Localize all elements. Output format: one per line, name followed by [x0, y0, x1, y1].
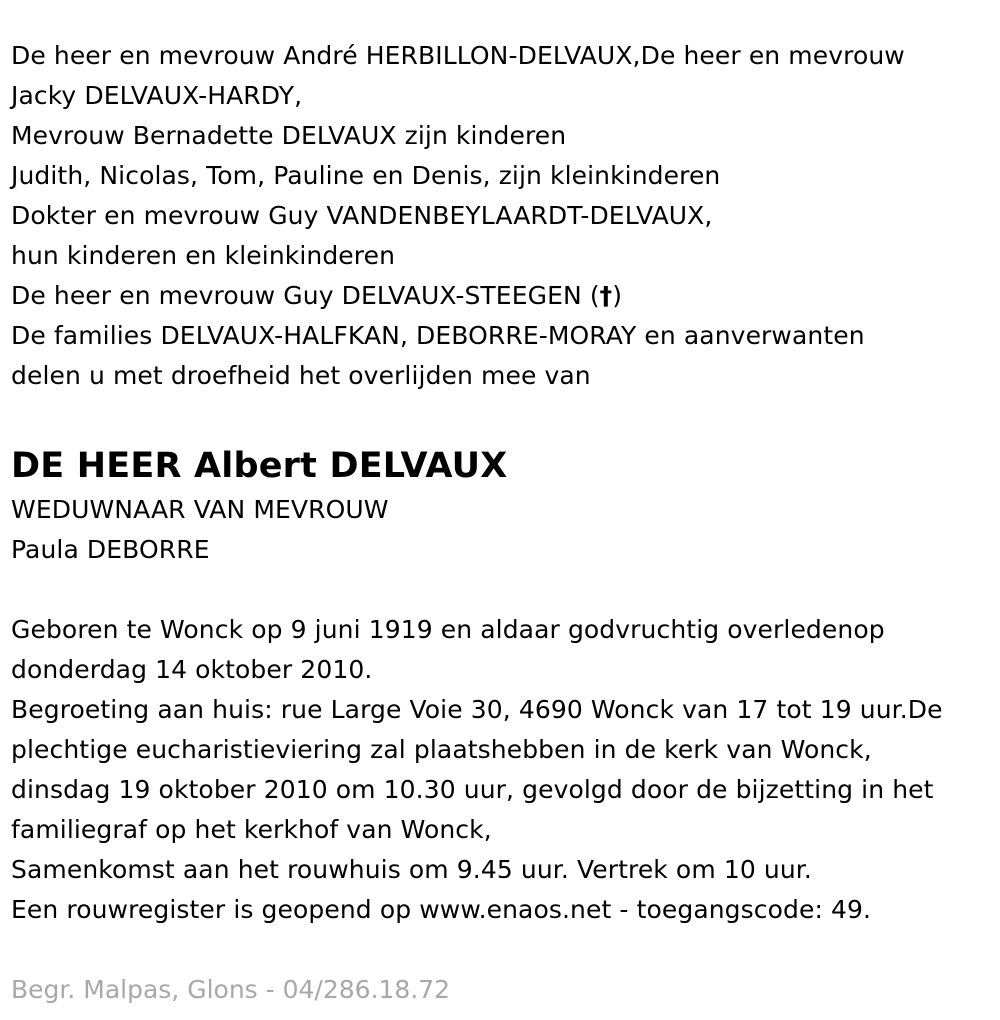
details-line: plechtige eucharistieviering zal plaatshebben in de kerk van Wonck, — [11, 735, 872, 764]
intro-line: delen u met droefheid het overlijden mee van — [11, 361, 591, 390]
cross-icon: † — [599, 281, 613, 310]
details-line: Samenkomst aan het rouwhuis om 9.45 uur. Vertrek om 10 uur. — [11, 855, 812, 884]
details-line: dinsdag 19 oktober 2010 om 10.30 uur, gevolgd door de bijzetting in het — [11, 775, 934, 804]
intro-line: Dokter en mevrouw Guy VANDENBEYLAARDT-DELVAUX, — [11, 201, 713, 230]
announcers-block — [11, 36, 1000, 396]
intro-line: De families DELVAUX-HALFKAN, DEBORRE-MORAY en aanverwanten — [11, 321, 865, 350]
intro-line: Jacky DELVAUX-HARDY, — [11, 81, 303, 110]
intro-line-with-cross — [11, 276, 1000, 316]
intro-line: hun kinderen en kleinkinderen — [11, 241, 396, 270]
funeral-home-footer: Begr. Malpas, Glons - 04/286.18.72 — [11, 975, 451, 1004]
details-block — [11, 610, 1000, 930]
details-line: Geboren te Wonck op 9 juni 1919 en aldaar godvruchtig overledenop — [11, 615, 885, 644]
details-line: Begroeting aan huis: rue Large Voie 30, 4690 Wonck van 17 tot 19 uur.De — [11, 695, 943, 724]
spacer — [11, 570, 1000, 610]
intro-line: Mevrouw Bernadette DELVAUX zijn kinderen — [11, 121, 567, 150]
widow-line: WEDUWNAAR VAN MEVROUW — [11, 495, 389, 524]
deceased-name: DE HEER Albert DELVAUX — [11, 446, 508, 486]
intro-line-text: De heer en mevrouw Guy DELVAUX-STEEGEN ( — [11, 281, 600, 310]
spouse-name: Paula DEBORRE — [11, 535, 210, 564]
details-line: donderdag 14 oktober 2010. — [11, 655, 373, 684]
intro-line: Judith, Nicolas, Tom, Pauline en Denis, zijn kleinkinderen — [11, 161, 721, 190]
details-line: Een rouwregister is geopend op www.enaos.net - toegangscode: 49. — [11, 895, 872, 924]
cross-close-paren: ) — [612, 281, 623, 310]
details-line: familiegraf op het kerkhof van Wonck, — [11, 815, 492, 844]
intro-line: De heer en mevrouw André HERBILLON-DELVAUX,De heer en mevrouw — [11, 41, 905, 70]
